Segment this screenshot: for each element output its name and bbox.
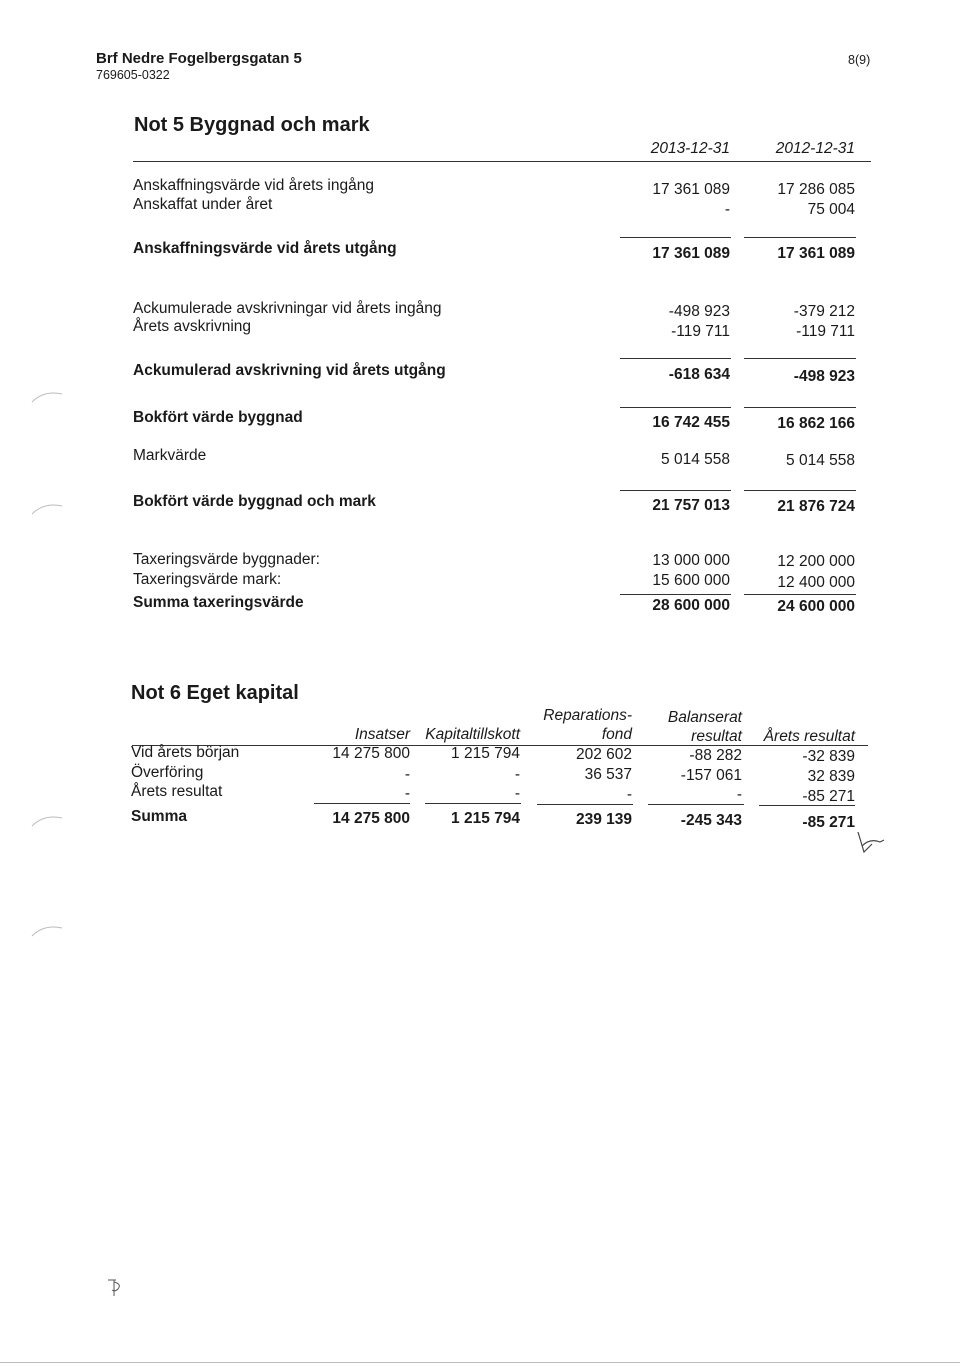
equity-cell: - — [404, 785, 410, 802]
subtotal-rule — [620, 358, 731, 359]
equity-row-label: Överföring — [131, 764, 204, 781]
subtotal-rule — [648, 804, 744, 805]
row-value-2012: 17 361 089 — [777, 245, 855, 262]
equity-cell: - — [514, 766, 520, 783]
equity-cell: 32 839 — [807, 768, 855, 785]
note5-col1-header: 2013-12-31 — [650, 140, 730, 157]
row-value-2013: 16 742 455 — [652, 414, 730, 431]
row-value-2013: -618 634 — [668, 366, 730, 383]
equity-row-label: Årets resultat — [131, 783, 223, 800]
subtotal-rule — [744, 237, 856, 238]
subtotal-rule — [537, 804, 633, 805]
row-label: Årets avskrivning — [133, 318, 252, 335]
row-value-2012: 75 004 — [807, 201, 855, 218]
equity-cell: 14 275 800 — [332, 810, 410, 827]
col-header-balanserat-2: resultat — [691, 728, 742, 745]
page-edge-mark — [30, 498, 66, 518]
row-label: Ackumulerad avskrivning vid årets utgång — [133, 362, 446, 379]
equity-cell: -32 839 — [802, 748, 855, 765]
equity-cell: 239 139 — [575, 811, 632, 828]
row-label: Markvärde — [133, 447, 207, 464]
subtotal-rule — [759, 805, 855, 806]
subtotal-rule — [314, 803, 410, 804]
subtotal-rule — [744, 490, 856, 491]
note5-col2-header: 2012-12-31 — [775, 140, 855, 157]
equity-row-label: Summa — [131, 808, 187, 825]
page-edge-mark — [30, 386, 66, 406]
row-value-2013: 21 757 013 — [652, 497, 730, 514]
row-value-2012: 24 600 000 — [777, 598, 855, 615]
subtotal-rule — [425, 803, 521, 804]
handwritten-initials — [850, 828, 890, 858]
note5-title: Not 5 Byggnad och mark — [134, 114, 370, 136]
row-value-2012: 12 200 000 — [777, 553, 855, 570]
equity-cell: -245 343 — [680, 812, 742, 829]
col-header-arets-resultat: Årets resultat — [763, 728, 855, 745]
row-label: Summa taxeringsvärde — [133, 594, 304, 611]
equity-cell: -85 271 — [802, 788, 855, 805]
page-number: 8(9) — [848, 53, 871, 67]
col-header-balanserat: Balanserat — [667, 709, 742, 726]
subtotal-rule — [744, 358, 856, 359]
col-header-insatser: Insatser — [354, 726, 410, 743]
row-value-2012: -119 711 — [796, 323, 855, 340]
subtotal-rule — [620, 237, 731, 238]
note6-title: Not 6 Eget kapital — [131, 682, 299, 704]
subtotal-rule — [744, 407, 856, 408]
row-label: Bokfört värde byggnad — [133, 409, 303, 426]
equity-cell: -85 271 — [802, 814, 855, 831]
equity-cell: - — [514, 785, 520, 802]
row-value-2012: -379 212 — [793, 303, 855, 320]
equity-cell: 1 215 794 — [451, 810, 520, 827]
row-label: Anskaffningsvärde vid årets ingång — [133, 177, 374, 194]
equity-cell: 14 275 800 — [332, 745, 410, 762]
equity-row-label: Vid årets början — [131, 744, 240, 761]
equity-cell: 36 537 — [584, 766, 632, 783]
row-value-2013: -119 711 — [671, 323, 730, 340]
row-label: Bokfört värde byggnad och mark — [133, 493, 376, 510]
row-value-2013: -498 923 — [668, 303, 730, 320]
row-value-2013: 17 361 089 — [652, 181, 730, 198]
row-value-2013: 28 600 000 — [652, 597, 730, 614]
page-edge-mark — [30, 920, 66, 940]
page-edge-mark — [30, 810, 66, 830]
col-header-repfond-2: fond — [601, 726, 632, 743]
row-label: Taxeringsvärde mark: — [133, 571, 282, 588]
equity-cell: - — [404, 766, 410, 783]
row-label: Anskaffningsvärde vid årets utgång — [133, 240, 397, 257]
row-value-2012: 21 876 724 — [777, 498, 855, 515]
row-value-2013: 15 600 000 — [652, 572, 730, 589]
note5-header-rule — [133, 161, 871, 162]
equity-cell: 1 215 794 — [451, 745, 520, 762]
row-value-2013: - — [724, 201, 730, 218]
equity-cell: - — [736, 786, 742, 803]
subtotal-rule — [620, 594, 731, 595]
row-value-2012: 16 862 166 — [777, 415, 855, 432]
row-label: Anskaffat under året — [133, 196, 273, 213]
row-value-2012: -498 923 — [793, 368, 855, 385]
row-label: Ackumulerade avskrivningar vid årets ingång — [133, 300, 442, 317]
subtotal-rule — [744, 594, 856, 595]
row-value-2013: 13 000 000 — [652, 552, 730, 569]
subtotal-rule — [620, 407, 731, 408]
equity-cell: -88 282 — [689, 747, 742, 764]
page-bottom-edge — [0, 1362, 960, 1363]
equity-cell: - — [626, 786, 632, 803]
org-number: 769605-0322 — [96, 68, 170, 82]
equity-cell: 202 602 — [575, 746, 632, 763]
row-value-2013: 5 014 558 — [661, 451, 730, 468]
row-value-2012: 17 286 085 — [777, 181, 855, 198]
handwritten-mark — [104, 1276, 126, 1300]
col-header-kapitaltillskott: Kapitaltillskott — [425, 726, 520, 743]
row-value-2012: 12 400 000 — [777, 574, 855, 591]
subtotal-rule — [620, 490, 731, 491]
col-header-repfond: Reparations- — [543, 707, 632, 724]
row-value-2012: 5 014 558 — [786, 452, 855, 469]
association-name: Brf Nedre Fogelbergsgatan 5 — [96, 50, 302, 67]
row-value-2013: 17 361 089 — [652, 245, 730, 262]
row-label: Taxeringsvärde byggnader: — [133, 551, 320, 568]
equity-cell: -157 061 — [680, 767, 742, 784]
